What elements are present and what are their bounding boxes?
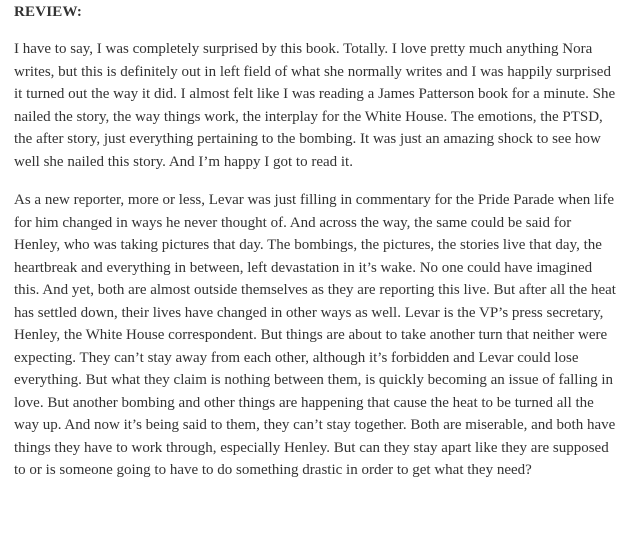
review-heading: REVIEW: <box>14 4 83 20</box>
review-paragraph-opinion: I have to say, I was completely surprised by this book. Totally. I love pretty much anything Nora writes, but this is definitely out in left field of what she normally writes and I was happily surprised it turned out the way it did. I almost felt like I was reading a James Patterson book for a minute. She nailed the story, the way things work, the interplay for the White House. The emotions, the PTSD, the after story, just everything pertaining to the bombing. It was just an amazing shock to see how well she nailed this story. And I’m happy I got to read it. <box>14 41 616 170</box>
review-paragraph-summary: As a new reporter, more or less, Levar was just filling in commentary for the Pride Parade when life for him changed in ways he never thought of. And across the way, the same could be said for Henley, who was taking pictures that day. The bombings, the pictures, the stories live that day, the heartbreak and everything in between, left devastation in it’s wake. No one could have imagined this. And yet, both are almost outside themselves as they are reporting this live. But after all the heat has settled down, their lives have changed in other ways as well. Levar is the VP’s press secretary, Henley, the White House correspondent. But things are about to take another turn that neither were expecting. They can’t stay away from each other, although it’s forbidden and Levar could lose everything. But what they claim is nothing between them, is quickly becoming an issue of falling in love. But another bombing and other things are happening that cause the heat to be turned all the way up. And now it’s being said to them, they can’t stay together. Both are miserable, and both have things they have to work through, especially Henley. But can they stay apart like they are supposed to or is someone going to have to do something drastic in order to get what they need? <box>14 192 616 478</box>
